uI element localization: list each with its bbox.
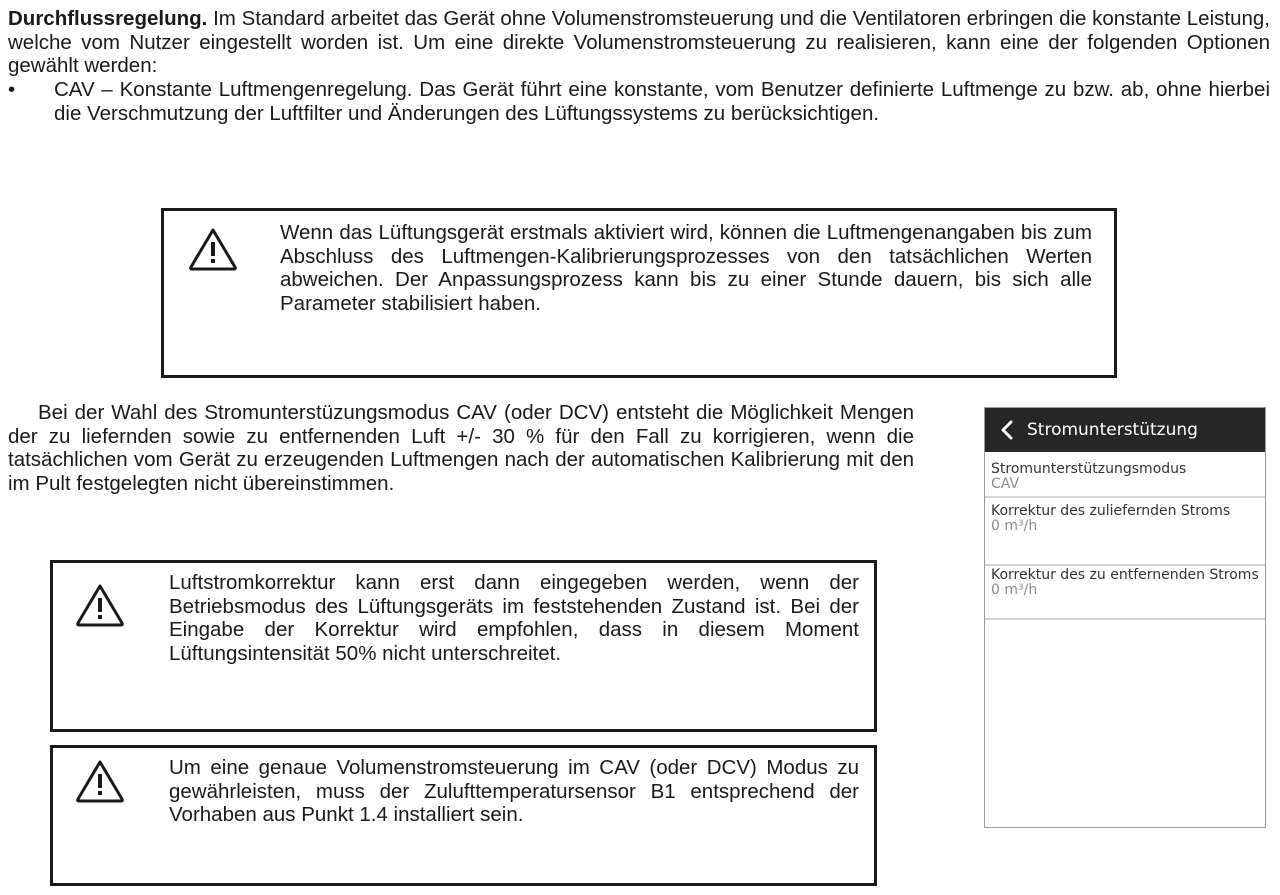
warning-text: Um eine genaue Volumenstromsteuerung im CAV (oder DCV) Modus zu gewährleisten, muss der Zulufttemperatursensor B1 entsprechend der Vorhaben aus Punkt 1.4 installiert sein. (169, 756, 859, 826)
bullet-list-item (8, 78, 1270, 125)
screen-header (985, 408, 1265, 452)
menu-item-value: 0 m³/h (991, 518, 1038, 534)
bullet-marker: • (8, 78, 16, 101)
intro-text: Im Standard arbeitet das Gerät ohne Volumenstromsteuerung und die Ventilatoren erbringen die konstante Leistung, welche vom Nutzer eingestellt worden ist. Um eine direkte Volumenstromsteuerung zu realisieren, kann eine der folgenden Optionen gewählt werden: (8, 7, 1270, 77)
menu-item-label: Korrektur des zu entfernenden Stroms (991, 567, 1259, 583)
warning-box (50, 745, 877, 886)
warning-triangle-icon (188, 227, 238, 271)
bullet-text: CAV – Konstante Luftmengenregelung. Das Gerät führt eine konstante, vom Benutzer definierte Luftmenge zu bzw. ab, ohne hierbei die Verschmutzung der Luftfilter und Änderungen des Lüftungssystems zu berücksichtigen. (54, 78, 1270, 125)
warning-triangle-icon (75, 759, 125, 803)
warning-triangle-icon (75, 583, 125, 627)
warning-box (161, 208, 1117, 378)
chevron-left-icon[interactable] (989, 408, 1025, 452)
menu-item-value: 0 m³/h (991, 582, 1038, 598)
menu-item-supply-correction[interactable] (985, 498, 1265, 566)
body-paragraph: Bei der Wahl des Stromunterstüzungsmodus CAV (oder DCV) entsteht die Möglichkeit Mengen der zu liefernden sowie zu entfernenden Luft +/- 30 % für den Fall zu korrigieren, wenn die tatsächlichen vom Gerät zu erzeugenden Luftmengen nach der automatischen Kalibrierung mit den im Pult festgelegten nicht übereinstimmen. (8, 401, 914, 495)
menu-item-extract-correction[interactable] (985, 566, 1265, 620)
menu-item-flow-mode[interactable] (985, 452, 1265, 498)
intro-title: Durchflussregelung. (8, 7, 208, 30)
device-screen (984, 407, 1266, 828)
menu-item-label: Stromunterstützungsmodus (991, 461, 1187, 477)
menu-item-value: CAV (991, 476, 1020, 492)
chevron-left-icon-glyph (1000, 420, 1014, 440)
warning-text: Wenn das Lüftungsgerät erstmals aktiviert wird, können die Luftmengenangaben bis zum Abschluss des Luftmengen-Kalibrierungsprozesses von den tatsächlichen Werten abweichen. Der Anpassungsprozess kann bis zu einer Stunde dauern, bis sich alle Parameter stabilisiert haben. (280, 221, 1092, 315)
screen-title: Stromunterstützung (1027, 420, 1198, 440)
warning-text: Luftstromkorrektur kann erst dann eingegeben werden, wenn der Betriebsmodus des Lüftungsgeräts im feststehenden Zustand ist. Bei der Eingabe der Korrektur wird empfohlen, dass in diesem Moment Lüftungsintensität 50% nicht unterschreitet. (169, 571, 859, 665)
warning-box (50, 560, 877, 732)
menu-item-label: Korrektur des zuliefernden Stroms (991, 503, 1231, 519)
intro-paragraph (8, 7, 1270, 78)
